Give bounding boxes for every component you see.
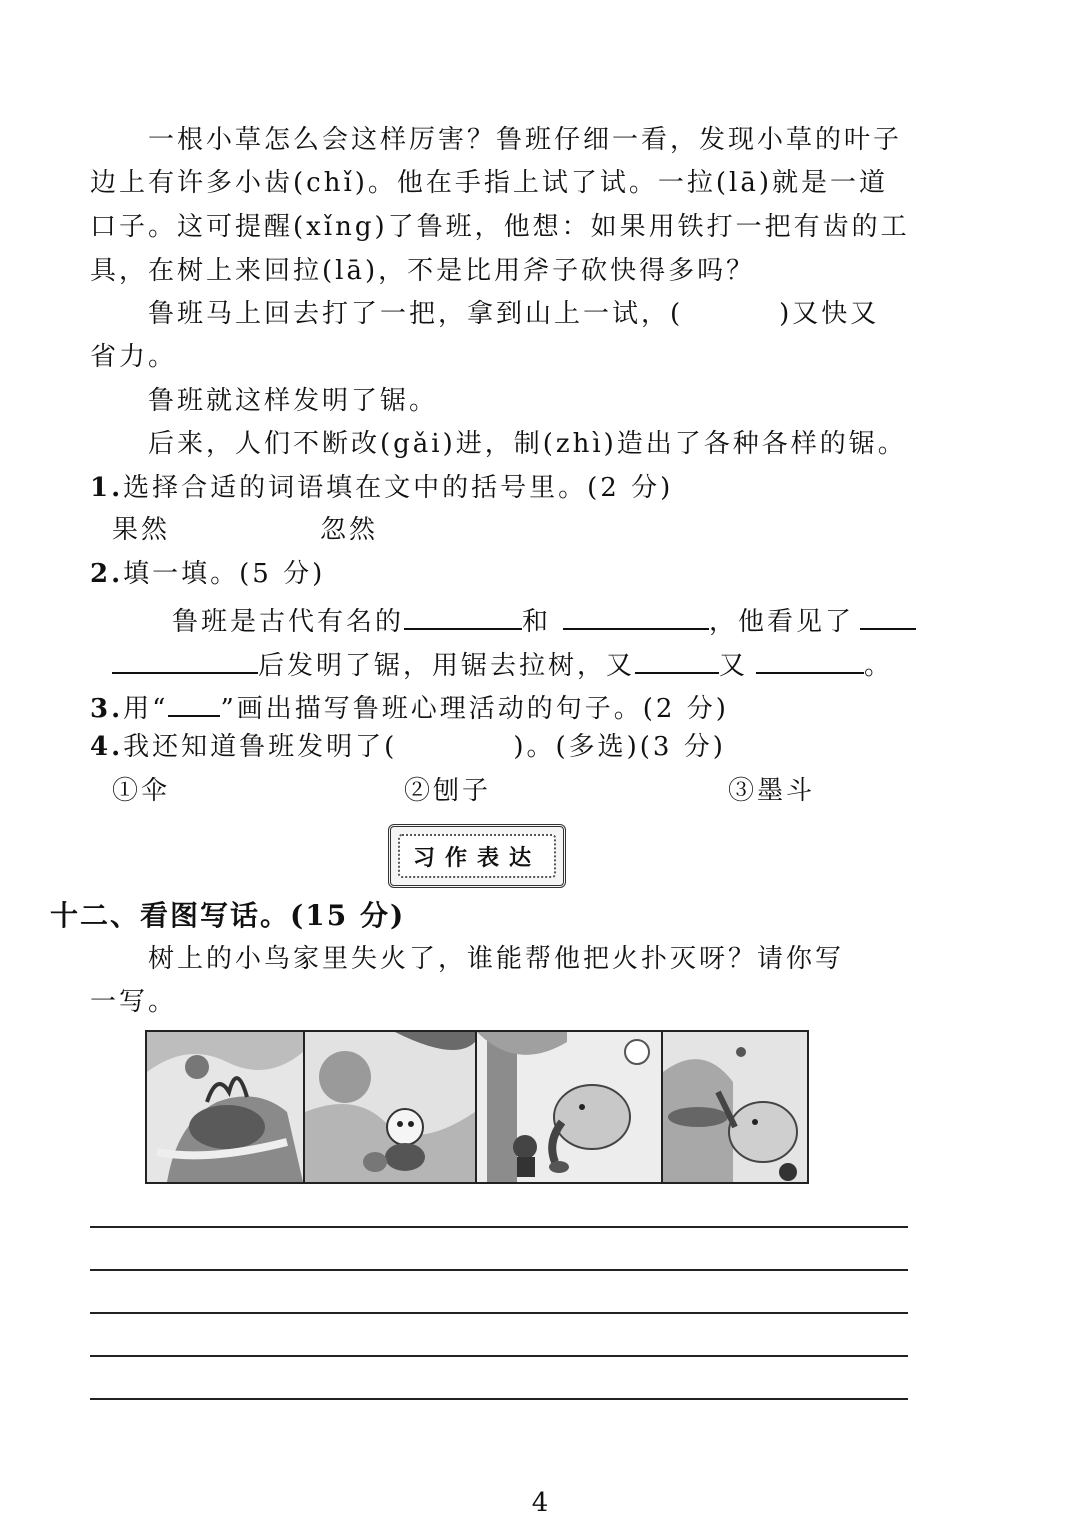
fill-blank[interactable] <box>635 646 719 674</box>
fill-text: 后发明了锯，用锯去拉树，又 <box>258 651 636 681</box>
q2-fill-line-2 <box>112 646 893 682</box>
question-text: ”画出描写鲁班心理活动的句子。(2 分) <box>220 694 729 724</box>
fill-text: ，他看见了 <box>709 607 855 637</box>
q1-option-1[interactable]: 果然 <box>112 515 171 545</box>
page-number: 4 <box>531 1488 549 1518</box>
question-text: 选择合适的词语填在文中的括号里。(2 分) <box>123 473 674 503</box>
question-number: 3. <box>90 694 124 724</box>
q4-option-3[interactable]: ③墨斗 <box>728 776 816 806</box>
writing-line-3[interactable] <box>90 1312 908 1314</box>
question-number: 4. <box>90 732 124 762</box>
passage-line-4: 具，在树上来回拉(lā)，不是比用斧子砍快得多吗？ <box>90 256 756 286</box>
section-12-prompt-1: 树上的小鸟家里失火了，谁能帮他把火扑灭呀？请你写 <box>148 944 845 974</box>
question-text: 用“ <box>123 694 169 724</box>
passage-line-7: 鲁班就这样发明了锯。 <box>148 386 439 416</box>
peach-child-illustration <box>305 1032 475 1182</box>
q4-option-1[interactable]: ①伞 <box>112 776 171 806</box>
passage-line-5 <box>148 298 879 330</box>
question-text: 我还知道鲁班发明了( <box>123 732 398 762</box>
picture-strip <box>145 1030 809 1184</box>
question-3 <box>90 689 729 725</box>
question-number: 1. <box>90 473 124 503</box>
fill-blank[interactable] <box>563 602 709 630</box>
question-1 <box>90 472 673 504</box>
section-12-prompt-2: 一写。 <box>90 987 178 1017</box>
fill-text: 和 <box>522 607 552 637</box>
underline-sample <box>168 689 220 717</box>
question-2 <box>90 558 325 590</box>
writing-line-5[interactable] <box>90 1398 908 1400</box>
q2-fill-line-1 <box>172 602 916 638</box>
elephant-spray-illustration <box>663 1032 807 1182</box>
fill-text: 。 <box>864 651 894 681</box>
picture-panel-peach-child <box>305 1032 477 1182</box>
fill-text: 又 <box>719 651 749 681</box>
fill-blank[interactable] <box>112 646 258 674</box>
question-text: 填一填。(5 分) <box>123 559 326 589</box>
q1-option-2[interactable]: 忽然 <box>320 515 379 545</box>
question-text: )。(多选)(3 分) <box>513 732 726 762</box>
passage-text: )又快又 <box>779 299 880 329</box>
passage-line-1: 一根小草怎么会这样厉害？鲁班仔细一看，发现小草的叶子 <box>148 125 903 155</box>
passage-line-2: 边上有许多小齿(chǐ)。他在手指上试了试。一拉(lā)就是一道 <box>90 168 889 198</box>
passage-text: 鲁班马上回去打了一把，拿到山上一试，( <box>148 299 684 329</box>
q4-option-2[interactable]: ②刨子 <box>404 776 492 806</box>
fill-blank[interactable] <box>404 602 522 630</box>
section-12-title: 十二、看图写话。(15 分) <box>50 899 406 932</box>
writing-line-2[interactable] <box>90 1269 908 1271</box>
picture-panel-bird-fire <box>147 1032 305 1182</box>
fill-text: 鲁班是古代有名的 <box>172 607 405 637</box>
fill-blank[interactable] <box>860 602 916 630</box>
writing-line-4[interactable] <box>90 1355 908 1357</box>
passage-line-8: 后来，人们不断改(gǎi)进，制(zhì)造出了各种各样的锯。 <box>148 429 907 459</box>
bird-nest-fire-illustration <box>147 1032 303 1182</box>
picture-panel-elephant-bear <box>477 1032 663 1182</box>
passage-line-6: 省力。 <box>90 342 178 372</box>
writing-line-1[interactable] <box>90 1226 908 1228</box>
picture-panel-elephant-spray <box>663 1032 807 1182</box>
question-4 <box>90 731 726 763</box>
question-number: 2. <box>90 559 124 589</box>
passage-line-3: 口子。这可提醒(xǐng)了鲁班，他想：如果用铁打一把有齿的工 <box>90 212 910 242</box>
banner-title: 习作表达 <box>398 834 556 878</box>
section-banner <box>388 824 566 888</box>
fill-blank[interactable] <box>756 646 864 674</box>
elephant-bear-illustration <box>477 1032 661 1182</box>
